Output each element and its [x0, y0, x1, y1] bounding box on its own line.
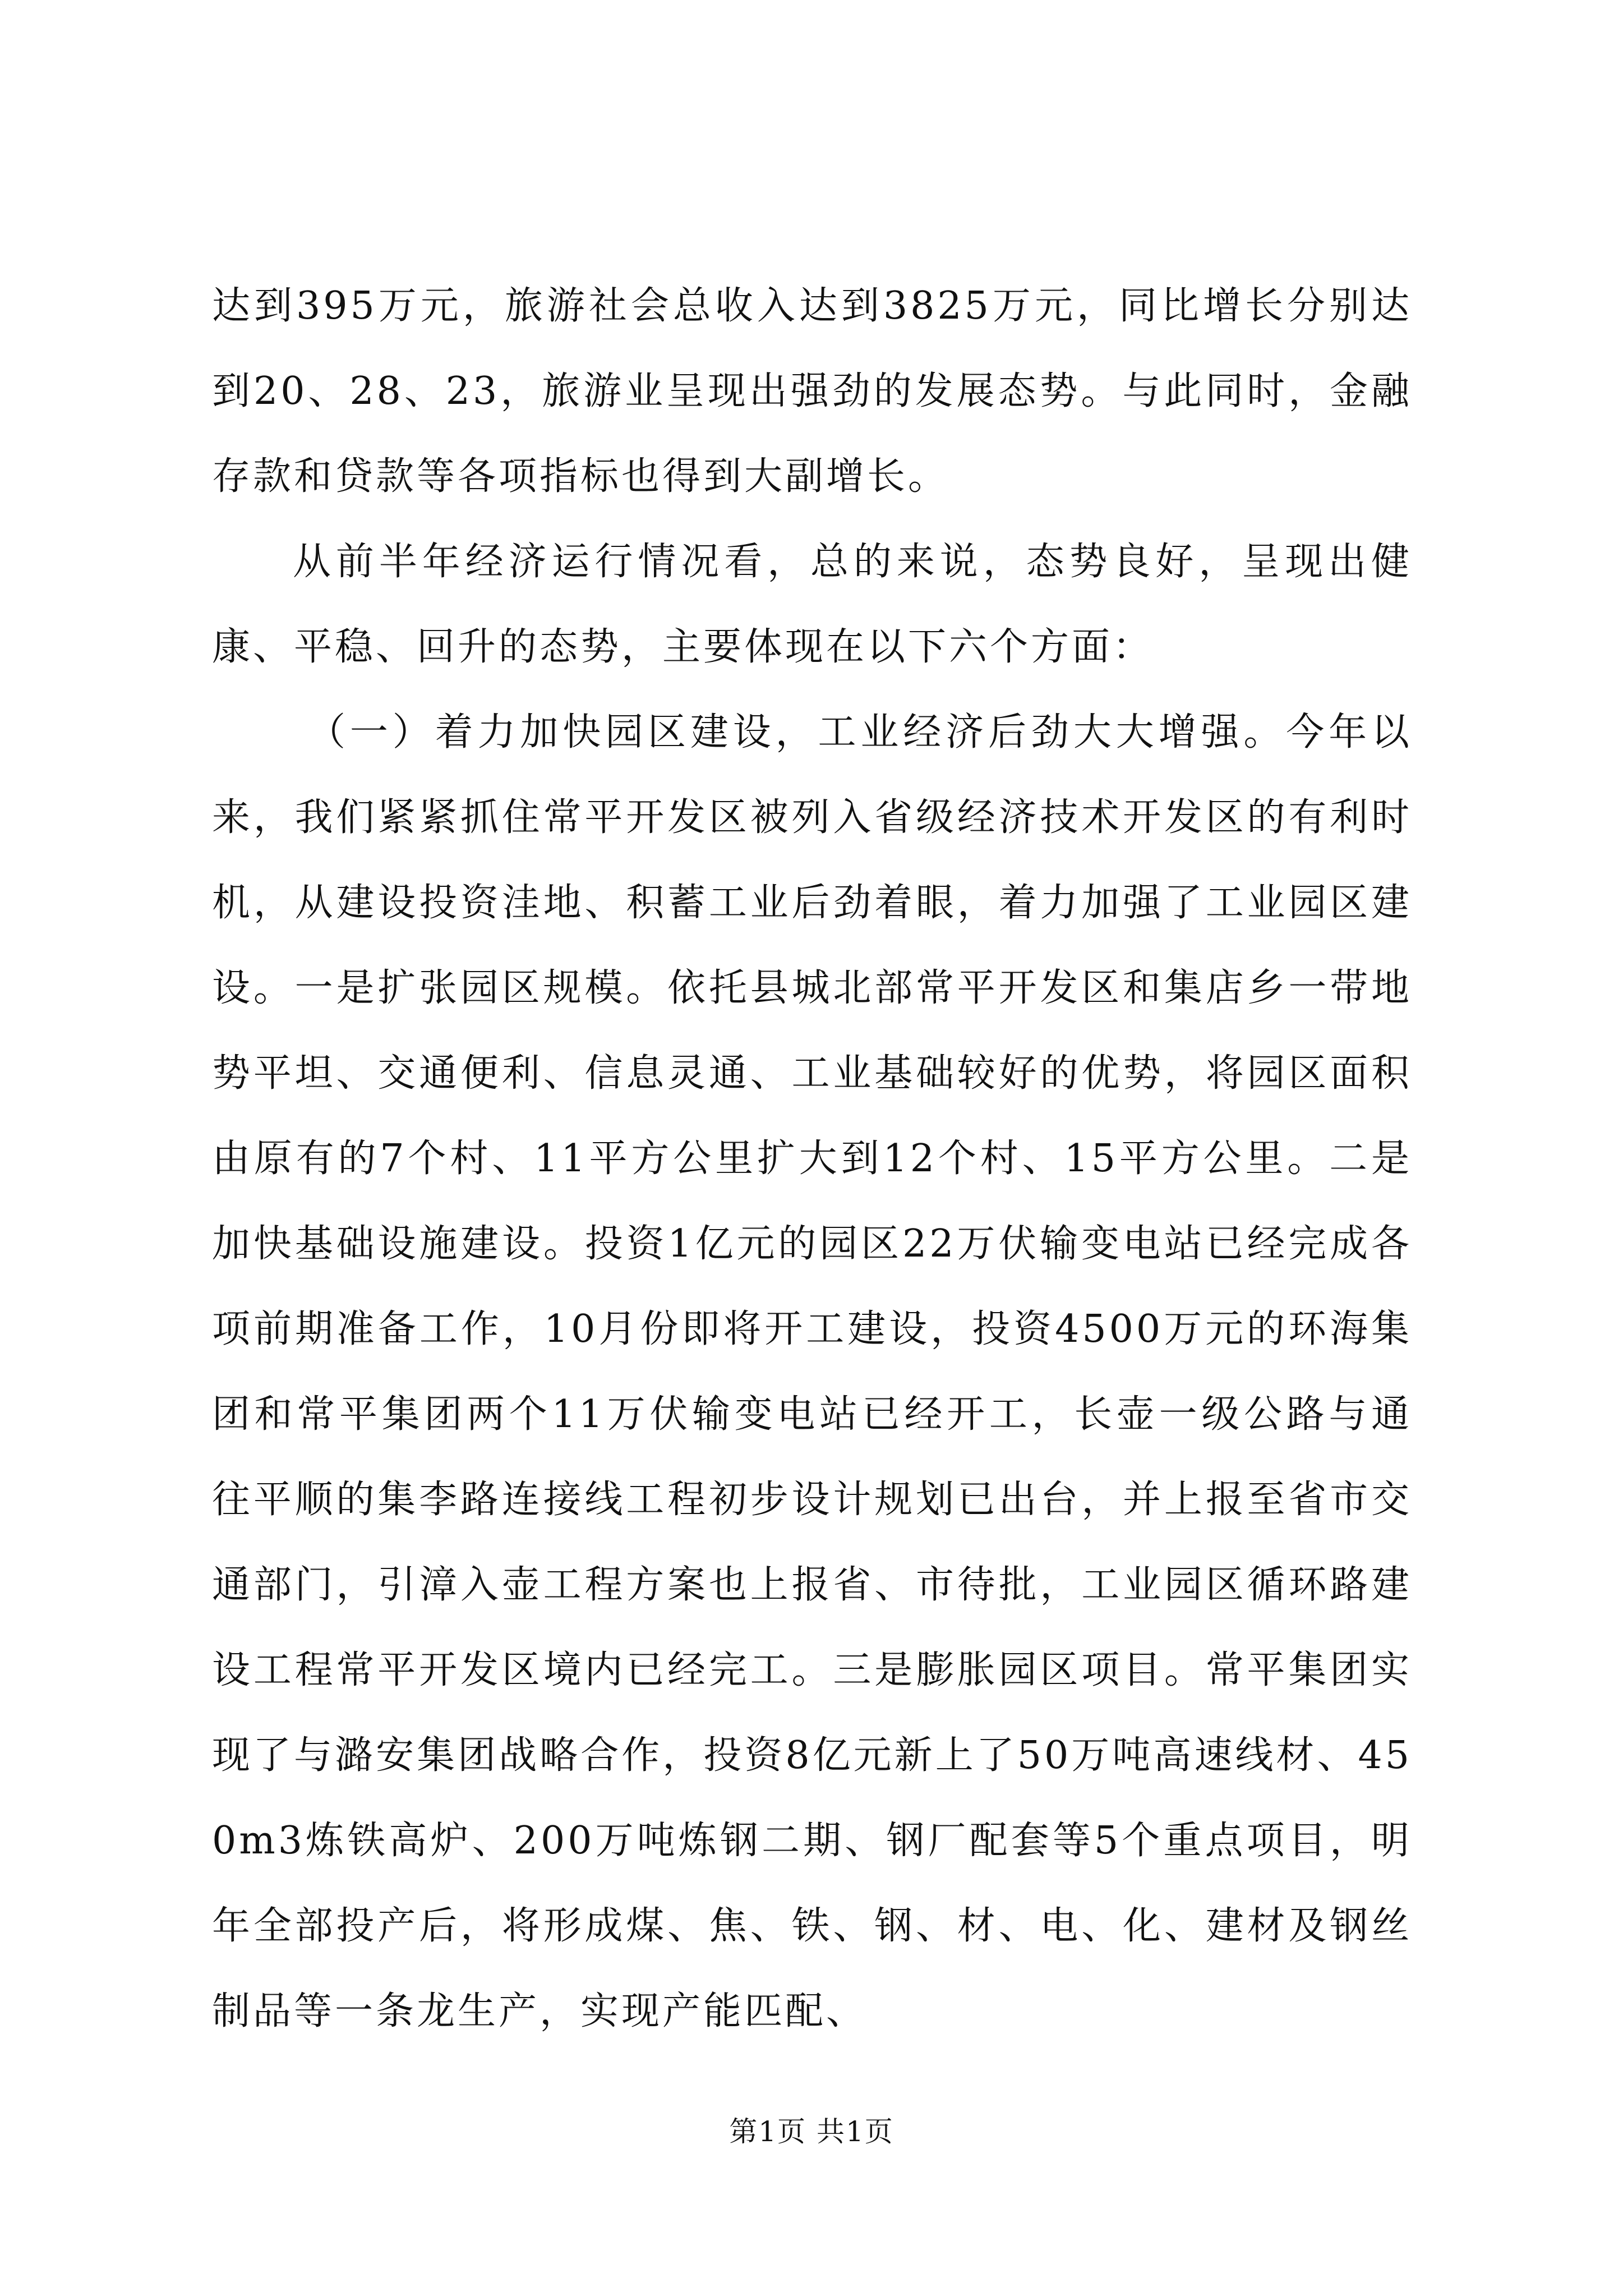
page-footer: 第1页 共1页: [729, 2115, 894, 2148]
paragraph-economy-overview: 从前半年经济运行情况看，总的来说，态势良好，呈现出健康、平稳、回升的态势，主要体现在以下六个方面：: [212, 540, 1412, 669]
paragraph-industrial-park: （一）着力加快园区建设，工业经济后劲大大增强。今年以来，我们紧紧抓住常平开发区被列入省级经济技术开发区的有利时机，从建设投资洼地、积蓄工业后劲着眼，着力加强了工业园区建设。一是扩张园区规模。依托县城北部常平开发区和集店乡一带地势平坦、交通便利、信息灵通、工业基础较好的优势，将园区面积由原有的7个村、11平方公里扩大到12个村、15平方公里。二是加快基础设施建设。投资1亿元的园区22万伏输变电站已经完成各项前期准备工作，10月份即将开工建设，投资4500万元的环海集团和常平集团两个11万伏输变电站已经开工，长壶一级公路与通往平顺的集李路连接线工程初步设计规划已出台，并上报至省市交通部门，引漳入壶工程方案也上报省、市待批，工业园区循环路建设工程常平开发区境内已经完工。三是膨胀园区项目。常平集团实现了与潞安集团战略合作，投资8亿元新上了50万吨高速线材、450m3炼铁高炉、200万吨炼钢二期、钢厂配套等5个重点项目，明年全部投产后，将形成煤、焦、铁、钢、材、电、化、建材及钢丝制品等一条龙生产，实现产能匹配、: [212, 710, 1412, 2033]
paragraph-tourism-finance: 达到395万元，旅游社会总收入达到3825万元，同比增长分别达到20、28、23，旅游业呈现出强劲的发展态势。与此同时，金融存款和贷款等各项指标也得到大副增长。: [212, 284, 1412, 499]
document-body: [212, 264, 1412, 2054]
